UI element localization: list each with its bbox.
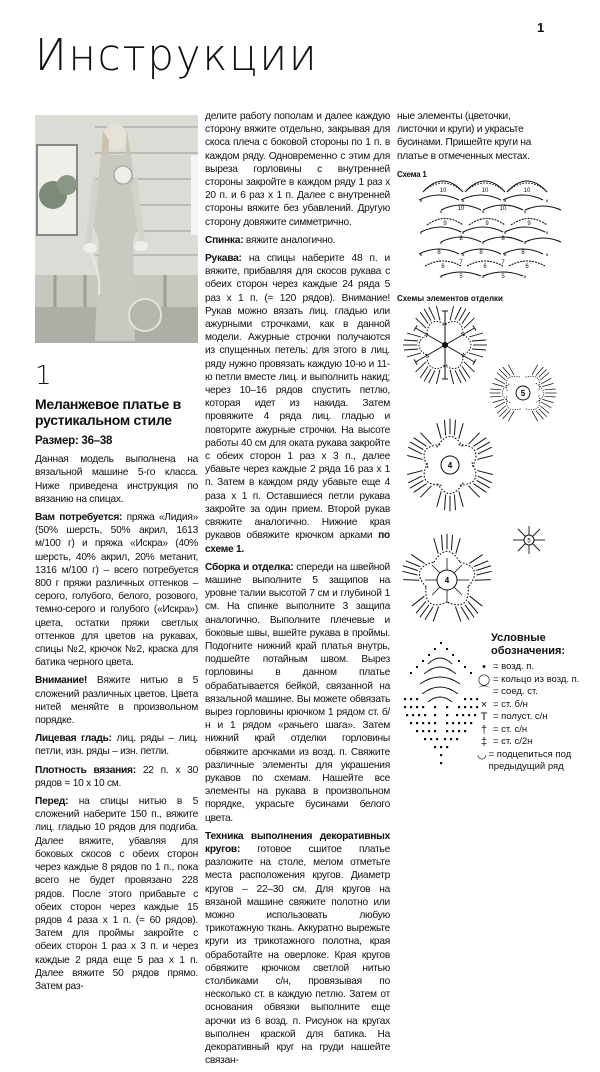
- sleeves-text: на спицы наберите 48 п. и вяжите, прибавляя для скосов рукава с обеих сторон через каждые 24 ряда 5 раз х 1 п. (= 120 рядов). Внимание! Рукав можно вязать лиц. гладью или ажурными строчками, как в данной модели. Ажурные строчки получаются из спущенных петель: для этого в лиц. ряду нужно провязать каждую 10-ю и 11-ю петли вместе лиц. и выполнить накид; через 10–16 рядов спустить петлю, которая идет из накида. Затем провяжите 4 ряда лиц. гладью и повторите ажурные строчки. На высоте работы 40 см для оката рукава закройте с обеих сторон 1 раз х 3 п., далее убавьте через каждые 2 ряда 16 раз х 1 п. Затем в каждом ряду убавьте еще 4 раза х 1 п. Оставшиеся петли рукава закройте за один прием. Второй рукав свяжите аналогично. Нижние края рукавов обвяжите крючком арками: [205, 253, 390, 542]
- svg-text:5: 5: [520, 389, 526, 398]
- gauge-label: Плотность вязания:: [35, 764, 136, 776]
- svg-text:8: 8: [501, 236, 505, 242]
- front-continued: делите работу пополам и далее каждую сторону вяжите отдельно, закрывая для скоса плеча с боковой стороны по 1 п. в каждом ряду. Одновременно с этим для выреза горловины с внутренней стороны закройте в каждом ряду 1 раз х 20 п. и 6 раз х 1 п. Далее с внутренней стороны вяжите без убавлений. Другую сторону довяжите симметрично.: [205, 111, 390, 228]
- elements-label: Схемы элементов отделки: [397, 294, 503, 303]
- circles-continued: ные элементы (цветочки, листочки и круги) и украсьте бусинами. Пришейте круги на платье в отмеченных местах.: [397, 111, 532, 162]
- article-heading: Меланжевое платье в рустикальном стиле: [35, 396, 181, 428]
- svg-text:9: 9: [485, 221, 489, 227]
- svg-text:8: 8: [479, 250, 483, 256]
- materials-text: пряжа «Лидия» (50% шерсть, 50% акрил, 1613 м/100 г) и пряжа «Искра» (40% шерсть, 40% акрил, 20% метанит, 1316 м/100 г) – всего потребуется 800 г пряжи различных оттенков – серого, голубого, белого, розового, темно-серого и голубого («Искра») цвета, остатки пряжи светлых оттенков для цветов на рукавах, спицы №2, крючок №2, краска для батика черного цвета.: [35, 512, 198, 669]
- svg-text:×: ×: [481, 275, 485, 280]
- column-1: [35, 362, 198, 998]
- scheme-reference: по схеме 1.: [205, 530, 390, 555]
- svg-text:10: 10: [499, 206, 507, 212]
- stockinette-label: Лицевая гладь:: [35, 733, 112, 745]
- elements-diagram: [395, 300, 600, 630]
- svg-text:10: 10: [523, 188, 531, 194]
- svg-text:×: ×: [523, 210, 527, 216]
- double-crochet-icon: †: [480, 723, 488, 736]
- assembly-paragraph: [205, 561, 390, 825]
- svg-text:×: ×: [461, 253, 465, 259]
- stockinette-text: лиц. ряды – лиц. петли, изн. ряды – изн. петли.: [35, 733, 198, 758]
- svg-text:×: ×: [461, 199, 465, 205]
- svg-text:6: 6: [525, 264, 529, 270]
- sleeves-label: Рукава:: [205, 253, 242, 265]
- photo-illustration: [35, 115, 198, 343]
- svg-text:4: 4: [444, 576, 450, 585]
- legend-item: ◯ = кольцо из возд. п.: [477, 673, 580, 686]
- legend-item: ⌒ = соед. ст.: [478, 686, 538, 698]
- stockinette-paragraph: [35, 732, 198, 758]
- svg-text:10: 10: [481, 188, 489, 194]
- legend-item: T = полуст. с/н: [491, 711, 597, 724]
- svg-text:4: 4: [447, 461, 453, 470]
- attention-text: Вяжите нитью в 5 сложений различных цветов. Цвета нитей меняйте в произвольном порядке.: [35, 675, 198, 727]
- legend-item: ◡ = подцепиться под предыдущий ряд: [477, 748, 572, 772]
- svg-text:×: ×: [545, 253, 549, 259]
- front-label: Перед:: [35, 796, 69, 808]
- slip-stitch-icon: ⌒: [478, 686, 490, 698]
- page-title: Инструкции: [35, 30, 319, 81]
- svg-text:10: 10: [439, 188, 447, 194]
- legend-item: † = ст. с/н: [491, 724, 597, 737]
- back-label: Спинка:: [205, 234, 244, 246]
- svg-text:×: ×: [503, 253, 507, 259]
- materials-paragraph: [35, 511, 198, 669]
- ring-icon: ◯: [477, 673, 491, 686]
- single-crochet-icon: ×: [480, 698, 488, 711]
- chain-stitch-icon: •: [482, 661, 486, 673]
- back-paragraph: [205, 234, 390, 247]
- svg-text:×: ×: [481, 241, 485, 247]
- svg-text:9: 9: [443, 221, 447, 227]
- svg-text:×: ×: [545, 199, 549, 205]
- circles-text: готовое сшитое платье разложите на столе, мелом отметьте места расположения кругов. Диаметр кругов – 22–30 см. Для кругов на вязаной машине свяжите полотно или можно использовать любую трикотажную ткань. Аккуратно вырежьте круги из трикотажного полотна, края обработайте на оверлоке. Края кругов обвяжите крючком светлой нитью столбиками с/н, провязывая по несколько ст. в каждую петлю. Затем от основания обвязки выполните еще арочки из 6 возд. п. Рисунок на кругах выполнен краской для батика. На декоративный круг на груди нашейте связан-: [205, 843, 390, 1067]
- circles-paragraph: [205, 830, 390, 1068]
- assembly-label: Сборка и отделка:: [205, 561, 294, 573]
- svg-text:×: ×: [461, 231, 465, 237]
- scheme1-label: Схема 1: [397, 169, 427, 179]
- svg-text:5: 5: [459, 274, 463, 280]
- gauge-paragraph: [35, 764, 198, 790]
- svg-text:9: 9: [527, 221, 531, 227]
- assembly-text: спереди на швейной машине выполните 5 защипов на уровне талии высотой 7 см и глубиной 1 см. На спинке выполните 3 защипа аналогично. Выполните плечевые и боковые швы, вшейте рукава в проймы. Подогните нижний край платья внутрь, подшейте потайным швом. Вырез горловины в данном платье обрабатывается бейкой, связанной на вязальной машине. Вы можете обвязать вырез горловины крючком 1 рядом ст. б/н и 1 рядом «рачьего шага». Затем нижний край отделки горловины обвяжите арочками из возд. п. Свяжите различные элементы для украшения рукавов по схемам. Нашейте все элементы на рукава в произвольном порядке, украсьте бусинами белого цвета.: [205, 561, 390, 824]
- leaf-diagram: [400, 640, 485, 770]
- svg-text:7: 7: [459, 260, 463, 266]
- svg-text:×: ×: [481, 210, 485, 216]
- svg-text:×: ×: [523, 241, 527, 247]
- svg-text:7: 7: [501, 260, 505, 266]
- circles-label: Техника выполнения декоративных кругов:: [205, 830, 390, 855]
- back-text: вяжите аналогично.: [243, 234, 336, 246]
- svg-text:×: ×: [503, 231, 507, 237]
- svg-text:×: ×: [439, 210, 443, 216]
- article-number: 1: [35, 361, 52, 391]
- intro-paragraph: Данная модель выполнена на вязальной машине 5-го класса. Ниже приведена инструкция по вязанию на спицах.: [35, 454, 198, 505]
- svg-text:×: ×: [503, 199, 507, 205]
- svg-text:6: 6: [441, 264, 445, 270]
- legend-item: • = возд. п.: [491, 661, 597, 674]
- svg-text:8: 8: [459, 236, 463, 242]
- svg-text:8: 8: [521, 250, 525, 256]
- legend-title: Условные обозначения:: [491, 632, 566, 657]
- svg-text:10: 10: [457, 206, 465, 212]
- svg-text:×: ×: [419, 253, 423, 259]
- attention-paragraph: [35, 674, 198, 727]
- page-number: 1: [537, 20, 545, 35]
- sleeves-paragraph: [205, 252, 390, 556]
- svg-text:6: 6: [483, 264, 487, 270]
- svg-text:×: ×: [523, 275, 527, 280]
- scheme1-diagram: [415, 170, 565, 280]
- column-2: [205, 110, 390, 1072]
- svg-text:8: 8: [437, 250, 441, 256]
- attention-label: Внимание!: [35, 675, 88, 687]
- legend-item: × = ст. б/н: [491, 699, 597, 712]
- dress-photo: [35, 115, 198, 343]
- materials-label: Вам потребуется:: [35, 512, 123, 524]
- svg-text:×: ×: [419, 231, 423, 237]
- gauge-text: 22 п. х 30 рядов = 10 х 10 см.: [35, 764, 198, 789]
- legend-item: ‡ = ст. с/2н: [491, 736, 597, 749]
- front-paragraph: [35, 795, 198, 993]
- svg-text:×: ×: [419, 199, 423, 205]
- treble-crochet-icon: ‡: [480, 736, 488, 748]
- front-text: на спицы нитью в 5 сложений наберите 150 п., вяжите лиц. гладью 10 рядов для подгиба. Далее вяжите, убавляя для боковых скосов с обеих сторон через каждые 8 рядов по 1 п., пока всего не будет провязано 228 рядов. После этого прибавьте с обеих сторон через каждые 15 рядов 4 раза х 1 п. (= 60 рядов). Затем для проймы закройте с обеих сторон 1 раз х 3 п. и через каждые 2 ряда еще 5 раз х 1 п. Далее вяжите 50 рядов прямо. Затем раз-: [35, 796, 198, 992]
- svg-text:×: ×: [439, 275, 443, 280]
- hook-under-row-icon: ◡: [477, 748, 487, 761]
- legend: [477, 632, 597, 774]
- svg-text:5: 5: [501, 274, 505, 280]
- svg-text:×: ×: [545, 231, 549, 237]
- size-label: Размер: 36–38: [35, 435, 113, 447]
- svg-text:5: 5: [527, 538, 531, 545]
- half-double-crochet-icon: T: [480, 711, 488, 723]
- svg-text:×: ×: [439, 241, 443, 247]
